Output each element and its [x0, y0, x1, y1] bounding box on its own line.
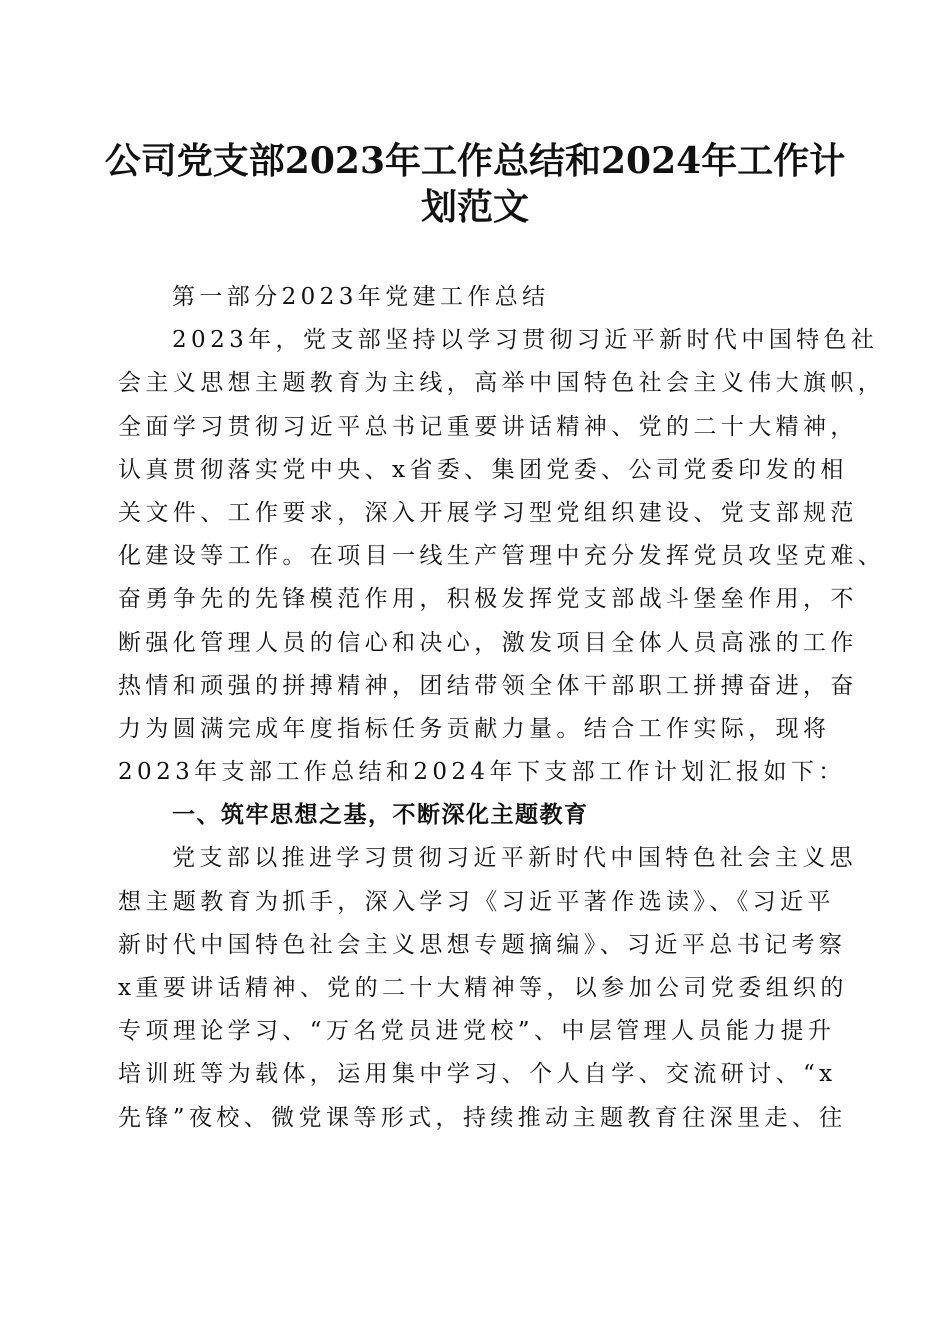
- paragraph-line: 2023年，党支部坚持以学习贯彻习近平新时代中国特色社: [172, 327, 879, 354]
- paragraph-line: 全面学习贯彻习近平总书记重要讲话精神、党的二十大精神，: [118, 413, 858, 440]
- paragraph-line: 先锋”夜校、微党课等形式，持续推动主题教育往深里走、往: [118, 1104, 847, 1131]
- title-line-1: 公司党支部2023年工作总结和2024年工作计: [104, 140, 846, 182]
- paragraph-line: 断强化管理人员的信心和决心，激发项目全体人员高涨的工作: [118, 629, 858, 656]
- paragraph-line: x重要讲话精神、党的二十大精神等，以参加公司党委组织的: [118, 975, 848, 1001]
- document-title: [100, 138, 850, 230]
- paragraph-line: 奋勇争先的先锋模范作用，积极发挥党支部战斗堡垒作用，不: [118, 586, 858, 613]
- section-heading: 一、筑牢思想之基，不断深化主题教育: [172, 802, 589, 829]
- paragraph-line: 想主题教育为抓手，深入学习《习近平著作选读》、《习近平: [118, 888, 835, 915]
- paragraph-line: 关文件、工作要求，深入开展学习型党组织建设、党支部规范: [118, 499, 858, 526]
- paragraph-line: 力为圆满完成年度指标任务贡献力量。结合工作实际，现将: [118, 715, 831, 742]
- paragraph-line: 认真贯彻落实党中央、x省委、集团党委、公司党委印发的相: [118, 456, 848, 483]
- paragraph-line: 专项理论学习、“万名党员进党校”、中层管理人员能力提升: [118, 1018, 836, 1045]
- paragraph-line: 培训班等为载体，运用集中学习、个人自学、交流研讨、“x: [118, 1061, 837, 1088]
- part-heading: 第一部分2023年党建工作总结: [172, 284, 550, 310]
- paragraph-line: 2023年支部工作总结和2024年下支部工作计划汇报如下：: [118, 759, 846, 786]
- paragraph-line: 化建设等工作。在项目一线生产管理中充分发挥党员攻坚克难、: [118, 543, 886, 570]
- paragraph-line: 热情和顽强的拼搏精神，团结带领全体干部职工拼搏奋进，奋: [118, 672, 858, 699]
- paragraph-line: 党支部以推进学习贯彻习近平新时代中国特色社会主义思: [172, 845, 857, 872]
- paragraph-line: 会主义思想主题教育为主线，高举中国特色社会主义伟大旗帜，: [118, 370, 886, 397]
- title-line-2: 划范文: [420, 186, 529, 228]
- document-body: [118, 276, 886, 1140]
- paragraph-line: 新时代中国特色社会主义思想专题摘编》、习近平总书记考察: [118, 931, 847, 958]
